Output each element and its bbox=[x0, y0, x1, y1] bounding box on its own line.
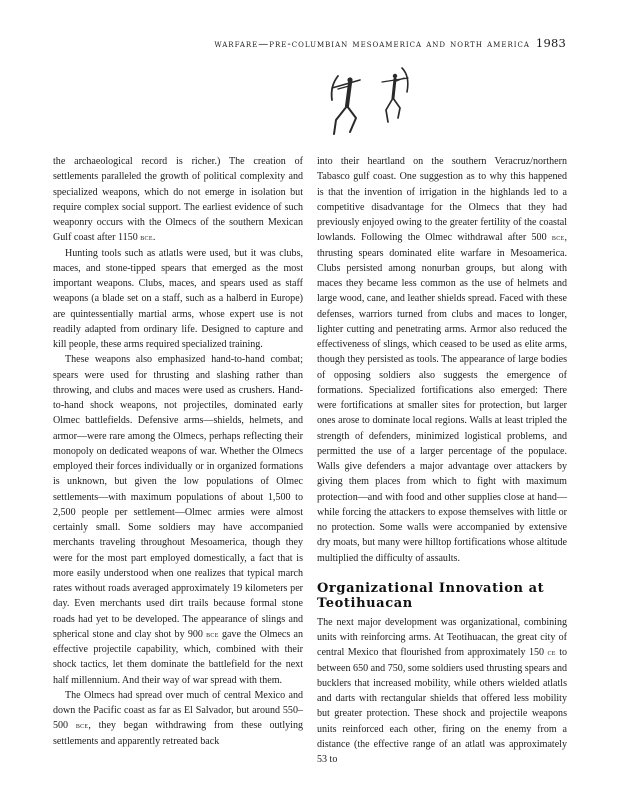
left-archer-leg-front bbox=[347, 106, 356, 132]
era-label: bce bbox=[206, 628, 219, 639]
section-heading: Organizational Innovation at Teotihuacan bbox=[317, 580, 545, 611]
paragraph bbox=[317, 615, 567, 768]
paragraph bbox=[53, 154, 303, 246]
paragraph-text: gave the Olmecs an effective projectile capability, which, combined with their shock tactics, let them dominate the battlefield for the next half millennium. And their way of war spread with them. bbox=[53, 628, 304, 686]
right-archer-leg-back bbox=[386, 98, 393, 122]
era-label: bce bbox=[551, 232, 565, 243]
paragraph-text: The next major development was organizational, combining units with reinforcing arms. At Teotihuacan, the great city of central Mexico that flourished from approximately 150 bbox=[317, 616, 567, 659]
paragraph bbox=[53, 688, 303, 749]
paragraph-text: , they began withdrawing from these outlying settlements and apparently retreated back bbox=[53, 720, 303, 747]
page-number: 1983 bbox=[535, 36, 566, 50]
paragraph bbox=[317, 154, 567, 566]
paragraph-text: These weapons also emphasized hand-to-hand combat; spears were used for thrusting and slashing rather than throwing, and clubs and maces were used as crushers. Hand-to-hand shock weapons, not projectiles, dominated early Olmec battlefields. Defensive arms—shields, helmets, and armor—were rare among the Olmecs, perhaps reflecting their monopoly on dedicated weapons of war. Whether the Olmecs employed their forces individually or in organized formations is unknown, but given the low populations of Olmec settlements—with maximum populations of about 1,500 to 2,500 people per settlement—Olmec armies were almost certainly small. Some soldiers may have accompanied merchants traveling throughout Mesoamerica, though they were for the most part employed domestically, a fact that is more easily understood when one realizes that typical march rates without roads averaged approximately 19 kilometers per day. Even merchants used dirt trails because formal stone roads had yet to be developed. The appearance of slings and spherical stone and clay shot by 900 bbox=[53, 354, 303, 640]
left-archer-leg-back bbox=[334, 106, 347, 134]
text-column-left bbox=[53, 154, 303, 749]
running-head-title: warfare—pre-columbian mesoamerica and north america bbox=[214, 39, 530, 50]
era-label: bce bbox=[75, 720, 89, 731]
paragraph bbox=[53, 352, 303, 688]
paragraph-text: the archaeological record is richer.) The creation of settlements paralleled the growth of political complexity and specialized weapons, which do not emerge in isolation but require complex social support. The earliest evidence of such weaponry occurs with the Olmecs of the southern Mexican Gulf coast after 1150 bbox=[53, 156, 303, 244]
era-label: ce bbox=[547, 647, 556, 658]
text-column-right bbox=[317, 154, 567, 767]
paragraph-text: to between 650 and 750, some soldiers used thrusting spears and bucklers that increased mobility, while others wielded atlatls and darts with rectangular shields that offered less mobility but greater protection. These shock and projectile weapons units reinforced each other, firing on the enemy from a distance (the effective range of an atlatl was approximately 53 to bbox=[317, 647, 568, 765]
right-archer-bow bbox=[402, 68, 408, 92]
archers-figure-svg bbox=[316, 62, 422, 154]
paragraph: Hunting tools such as atlatls were used, but it was clubs, maces, and stone-tipped spears that emerged as the most important weapons. Clubs, maces, and spears used as staff weapons (a blade set on a staff, such as a halberd in Europe) are quintessentially martial arms, whose expert use is not readily adapted from ordinary life. Designed to capture and kill people, these arms required specialized training. bbox=[53, 247, 303, 350]
paragraph-text: . bbox=[152, 232, 156, 244]
right-archer-leg-front bbox=[393, 98, 400, 118]
paragraph-text: , thrusting spears dominated elite warfare in Mesoamerica. Clubs persisted among nonurban groups, but along with maces they became less common as the use of helmets and large wood, cane, and leather shields spread. Faced with these defenses, warriors turned from clubs and maces to longer, lighter cutting and penetrating arms. Armor also reduced the effectiveness of slings, which ceased to be used as elite arms, though they persisted as tools. The appearance of large bodies of opposing soldiers also suggests the emergence of formations. Specialized fortifications also emerged: There were fortifications at smaller sites for protection, but larger ones arose to dominate local regions. Walls at least tripled the strength of defenders, minimized logistical problems, and permitted the use of a larger percentage of the populace. Walls give defenders a major advantage over attackers by giving them places from which to fight with maximum protection—and with food and other supplies close at hand—while forcing the attackers to expose themselves with little or no protection. Some walls were accompanied by extensive dry moats, but many were hilltop fortifications whose altitude multiplied the difficulty of assaults. bbox=[317, 232, 567, 564]
paragraph-text: into their heartland on the southern Veracruz/northern Tabasco gulf coast. One suggestion as to why this happened is that the invention of irrigation in the highlands led to a competitive disadvantage for the Olmecs that they had previously enjoyed owing to the greater fertility of the coastal lowlands. Following the Olmec withdrawal after 500 bbox=[317, 156, 567, 244]
running-head bbox=[214, 36, 566, 50]
era-label: bce bbox=[140, 232, 153, 243]
paragraph-text: The Olmecs had spread over much of central Mexico and down the Pacific coast as far as El Salvador, but around 550–500 bbox=[53, 689, 303, 732]
rock-art-archers-icon bbox=[316, 62, 422, 154]
